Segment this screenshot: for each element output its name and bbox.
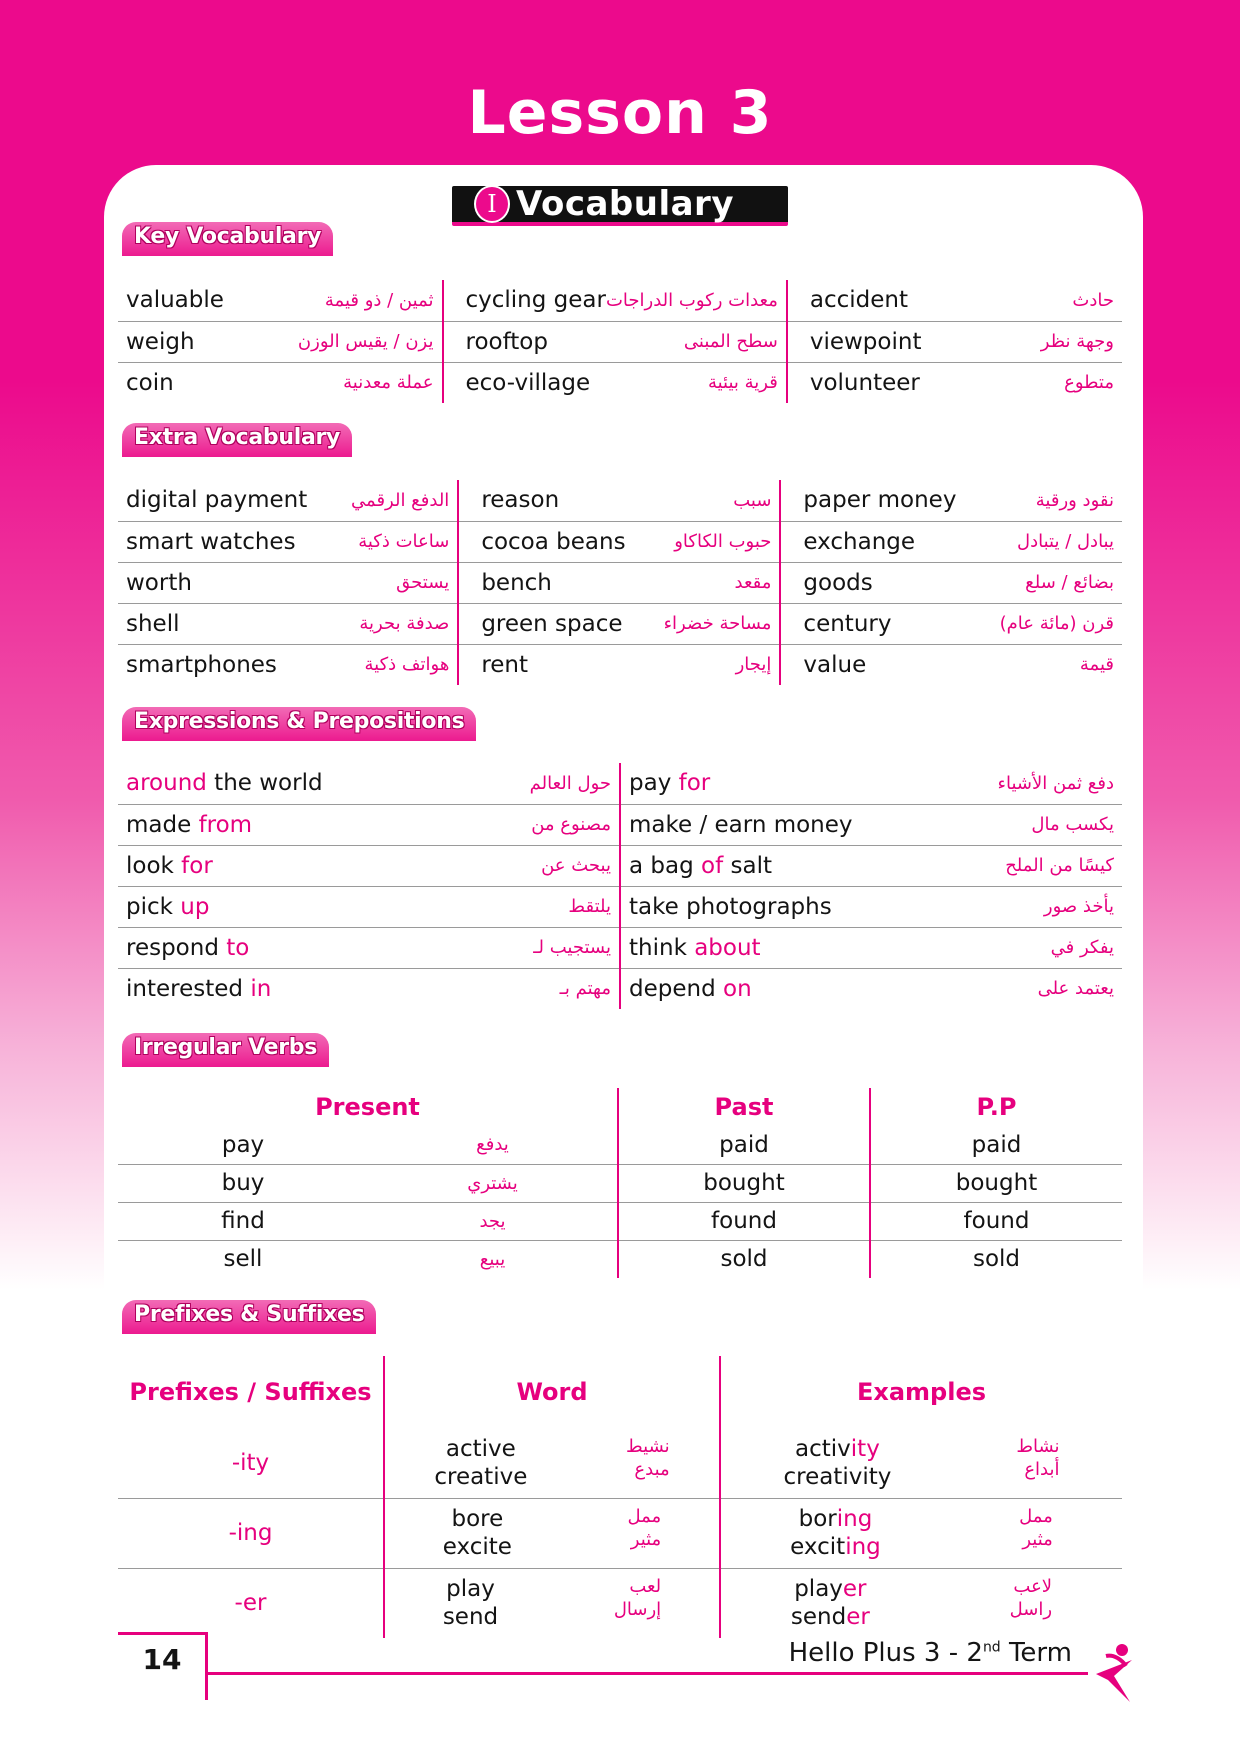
vocab-translation: يستحق xyxy=(307,562,458,603)
phrase-text: make / earn money xyxy=(629,811,853,838)
example-base: play xyxy=(794,1576,843,1603)
expression-translation: يكسب مال xyxy=(940,804,1122,845)
vocab-translation: صدفة بحرية xyxy=(307,603,458,644)
footer-rule xyxy=(208,1672,1088,1675)
expression-phrase xyxy=(118,968,438,1009)
verb-translation: يشتري xyxy=(368,1164,618,1202)
vocab-word: volunteer xyxy=(809,369,920,396)
section-title: Vocabulary xyxy=(516,184,734,224)
vocab-row xyxy=(118,480,1122,521)
base-word: excite xyxy=(442,1534,512,1560)
base-word-translation: نشيط xyxy=(626,1435,670,1457)
preposition-highlight: for xyxy=(678,770,711,797)
header-pp: P.P xyxy=(976,1093,1017,1121)
expression-translation: يبحث عن xyxy=(438,845,620,886)
affix-words xyxy=(384,1428,720,1498)
base-word: bore xyxy=(451,1506,504,1532)
expression-phrase xyxy=(620,927,940,968)
preposition-highlight: for xyxy=(181,852,213,879)
expression-translation: حول العالم xyxy=(438,763,620,804)
example-word xyxy=(790,1534,881,1560)
preposition-highlight: in xyxy=(250,975,272,1002)
vocab-row xyxy=(118,321,1122,362)
expression-row xyxy=(118,763,1122,804)
vocab-word: digital payment xyxy=(118,480,307,521)
expression-row xyxy=(118,845,1122,886)
example-suffix: er xyxy=(842,1576,867,1603)
example-word xyxy=(791,1604,870,1630)
phrase-text: pick xyxy=(126,893,181,920)
vocab-row xyxy=(118,562,1122,603)
vocab-word: viewpoint xyxy=(787,321,936,362)
book-title-term: Term xyxy=(1008,1638,1072,1668)
example-base: activ xyxy=(795,1435,851,1462)
vocab-word: valuable xyxy=(118,280,265,321)
affix-row xyxy=(118,1568,1122,1638)
affix: -ing xyxy=(118,1498,384,1568)
header-word: Word xyxy=(384,1356,720,1428)
verb-present: pay xyxy=(118,1126,368,1164)
expression-phrase xyxy=(118,763,438,804)
verb-past-participle: bought xyxy=(870,1164,1122,1202)
vocab-translation: الدفع الرقمي xyxy=(307,480,458,521)
base-word: creative xyxy=(434,1463,528,1490)
base-word: active xyxy=(445,1435,516,1462)
vocab-row xyxy=(118,521,1122,562)
irregular-verbs-heading: Irregular Verbs xyxy=(122,1033,329,1067)
affix-row xyxy=(118,1498,1122,1568)
vocab-translation: حادث xyxy=(936,280,1122,321)
vocab-word: eco-village xyxy=(465,369,591,396)
verb-present: find xyxy=(118,1202,368,1240)
example-translation: لاعب xyxy=(1013,1576,1053,1598)
vocab-translation: وجهة نظر xyxy=(936,321,1122,362)
vocab-word: coin xyxy=(126,369,174,396)
vocab-word: rent xyxy=(481,651,529,678)
expression-phrase xyxy=(620,763,940,804)
vocab-row xyxy=(118,603,1122,644)
prefixes-suffixes-table xyxy=(118,1356,1122,1638)
expression-translation: مهتم بـ xyxy=(438,968,620,1009)
preposition-highlight: around xyxy=(126,770,207,797)
book-title-text: Hello Plus 3 - 2 xyxy=(788,1638,983,1668)
vocab-word: weigh xyxy=(118,321,265,362)
vocab-word: value xyxy=(803,651,867,678)
verb-translation: يدفع xyxy=(368,1126,618,1164)
preposition-highlight: from xyxy=(198,811,253,838)
vocab-translation: سبب xyxy=(626,480,781,521)
verb-translation: يجد xyxy=(368,1202,618,1240)
vocab-row xyxy=(118,362,1122,403)
phrase-text: made xyxy=(126,811,199,838)
vocab-translation: متطوع xyxy=(1064,372,1114,394)
phrase-text: the world xyxy=(206,770,323,797)
key-vocabulary-heading: Key Vocabulary xyxy=(122,222,333,256)
expression-row xyxy=(118,927,1122,968)
vocab-word: goods xyxy=(780,562,956,603)
phrase-text: respond xyxy=(126,934,227,961)
example-base: creativity xyxy=(783,1463,892,1490)
expression-phrase xyxy=(118,804,438,845)
expression-phrase xyxy=(620,886,940,927)
base-word: send xyxy=(442,1604,499,1631)
phrase-text: think xyxy=(629,934,695,961)
preposition-highlight: about xyxy=(694,934,761,961)
expression-translation: يعتمد على xyxy=(1037,978,1114,1000)
vocab-translation: نقود ورقية xyxy=(956,480,1122,521)
vocab-word: smart watches xyxy=(118,521,307,562)
vocab-translation: قرية بيئية xyxy=(606,362,787,403)
base-word: play xyxy=(446,1576,495,1603)
example-translation: راسل xyxy=(1009,1599,1053,1621)
phrase-text: look xyxy=(126,852,182,879)
vocab-translation: مساحة خضراء xyxy=(626,603,781,644)
page-number: 14 xyxy=(142,1643,182,1676)
verb-past: bought xyxy=(618,1164,870,1202)
affix-row xyxy=(118,1428,1122,1498)
example-translation: نشاط xyxy=(1016,1435,1060,1457)
example-base: bor xyxy=(798,1506,837,1532)
irregular-verbs-table xyxy=(118,1088,1122,1278)
expression-row xyxy=(118,804,1122,845)
vocab-translation: معدات ركوب الدراجات xyxy=(606,280,787,321)
vocab-translation: قيمة xyxy=(1079,654,1114,676)
phrase-text: depend xyxy=(629,975,723,1002)
verb-row xyxy=(118,1240,1122,1278)
preposition-highlight: to xyxy=(226,934,250,961)
expression-translation: يستجيب لـ xyxy=(438,927,620,968)
lesson-title: Lesson 3 xyxy=(467,78,773,148)
example-translation: ممل xyxy=(1019,1506,1053,1527)
section-number-badge: I xyxy=(474,185,510,223)
base-word-translation: ممل xyxy=(627,1506,662,1527)
vocab-word: green space xyxy=(458,603,625,644)
expression-phrase xyxy=(118,927,438,968)
expression-phrase xyxy=(118,845,438,886)
expression-translation: دفع ثمن الأشياء xyxy=(940,763,1122,804)
extra-vocabulary-heading: Extra Vocabulary xyxy=(122,423,352,457)
verb-past-participle: found xyxy=(870,1202,1122,1240)
phrase-text: take photographs xyxy=(629,893,832,920)
verb-past: paid xyxy=(618,1126,870,1164)
verb-past-participle: sold xyxy=(972,1246,1021,1273)
expression-row xyxy=(118,886,1122,927)
vocab-translation: مقعد xyxy=(626,562,781,603)
example-base: excit xyxy=(790,1534,846,1560)
verb-past: found xyxy=(618,1202,870,1240)
vocab-translation: بضائع / سلع xyxy=(956,562,1122,603)
vocab-word: reason xyxy=(458,480,625,521)
affix-examples xyxy=(720,1568,1122,1638)
example-translation: مثير xyxy=(1022,1529,1053,1550)
header-examples: Examples xyxy=(856,1378,987,1406)
expression-translation: يفكر في xyxy=(940,927,1122,968)
section-banner xyxy=(452,186,788,226)
affix-examples xyxy=(720,1428,1122,1498)
verb-present: sell xyxy=(223,1246,263,1273)
expression-phrase xyxy=(620,804,940,845)
vocab-word: shell xyxy=(118,603,307,644)
example-word xyxy=(799,1506,873,1532)
preposition-highlight: of xyxy=(701,852,724,879)
vocab-word: cocoa beans xyxy=(458,521,625,562)
vocab-word: paper money xyxy=(780,480,956,521)
base-word-translation: إرسال xyxy=(613,1599,662,1621)
book-title-superscript: nd xyxy=(982,1639,1001,1656)
affix-examples xyxy=(720,1498,1122,1568)
vocab-row xyxy=(118,644,1122,685)
vocab-word: bench xyxy=(458,562,625,603)
header-past: Past xyxy=(618,1088,870,1126)
example-word xyxy=(783,1464,891,1490)
vocab-word: century xyxy=(780,603,956,644)
example-base: send xyxy=(790,1604,847,1631)
affix: -ity xyxy=(118,1428,384,1498)
vocab-translation: قرن (مائة عام) xyxy=(956,603,1122,644)
expression-row xyxy=(118,968,1122,1009)
vocab-translation: يبادل / يتبادل xyxy=(956,521,1122,562)
phrase-text: interested xyxy=(126,975,251,1002)
vocab-translation: يزن / يقيس الوزن xyxy=(265,321,443,362)
vocab-translation: ثمين / ذو قيمة xyxy=(265,280,443,321)
vocab-word: exchange xyxy=(780,521,956,562)
publisher-logo-icon xyxy=(1092,1640,1136,1704)
verb-past-participle: paid xyxy=(870,1126,1122,1164)
expressions-table xyxy=(118,763,1122,1009)
verb-past: sold xyxy=(618,1240,870,1278)
vocab-word: worth xyxy=(118,562,307,603)
expression-translation: يلتقط xyxy=(438,886,620,927)
expression-phrase xyxy=(620,968,940,1009)
phrase-text: salt xyxy=(723,852,772,879)
vocab-word: accident xyxy=(787,280,936,321)
verb-translation: يبيع xyxy=(368,1240,618,1278)
example-suffix: er xyxy=(846,1604,870,1631)
affix-words xyxy=(384,1568,720,1638)
key-vocabulary-table xyxy=(118,280,1122,403)
affix: -er xyxy=(118,1568,384,1638)
expression-translation: مصنوع من xyxy=(438,804,620,845)
vocab-word: cycling gear xyxy=(443,280,606,321)
base-word-translation: مثير xyxy=(630,1529,662,1550)
vocab-translation: سطح المبنى xyxy=(606,321,787,362)
vocab-translation: ساعات ذكية xyxy=(307,521,458,562)
base-word-translation: لعب xyxy=(629,1576,662,1598)
example-translation: أبداع xyxy=(1024,1458,1060,1480)
expression-translation: كيسًا من الملح xyxy=(940,845,1122,886)
vocab-translation: حبوب الكاكاو xyxy=(626,521,781,562)
vocab-translation: إيجار xyxy=(626,644,781,685)
vocab-translation: هواتف ذكية xyxy=(307,644,458,685)
phrase-text: pay xyxy=(629,770,679,797)
affix-words xyxy=(384,1498,720,1568)
preposition-highlight: on xyxy=(723,975,752,1002)
preposition-highlight: up xyxy=(180,893,210,920)
verb-row xyxy=(118,1126,1122,1164)
book-title xyxy=(789,1638,1072,1668)
example-word xyxy=(794,1576,866,1602)
example-suffix: ing xyxy=(836,1506,873,1532)
prefixes-suffixes-heading: Prefixes & Suffixes xyxy=(122,1300,376,1334)
vocab-translation: عملة معدنية xyxy=(265,362,443,403)
verb-row xyxy=(118,1202,1122,1240)
expression-translation: يأخذ صور xyxy=(940,886,1122,927)
verb-present: buy xyxy=(118,1164,368,1202)
example-word xyxy=(795,1436,880,1462)
verb-row xyxy=(118,1164,1122,1202)
extra-vocabulary-table xyxy=(118,480,1122,685)
phrase-text: a bag xyxy=(629,852,702,879)
expression-phrase xyxy=(620,845,940,886)
header-present: Present xyxy=(118,1088,618,1126)
expressions-heading: Expressions & Prepositions xyxy=(122,707,476,741)
example-suffix: ing xyxy=(845,1534,881,1560)
vocab-row xyxy=(118,280,1122,321)
vocab-word: rooftop xyxy=(443,321,606,362)
base-word-translation: مبدع xyxy=(634,1458,670,1480)
vocab-word: smartphones xyxy=(126,651,277,678)
example-suffix: ity xyxy=(850,1435,880,1462)
header-affix: Prefixes / Suffixes xyxy=(118,1356,384,1428)
expression-phrase xyxy=(118,886,438,927)
